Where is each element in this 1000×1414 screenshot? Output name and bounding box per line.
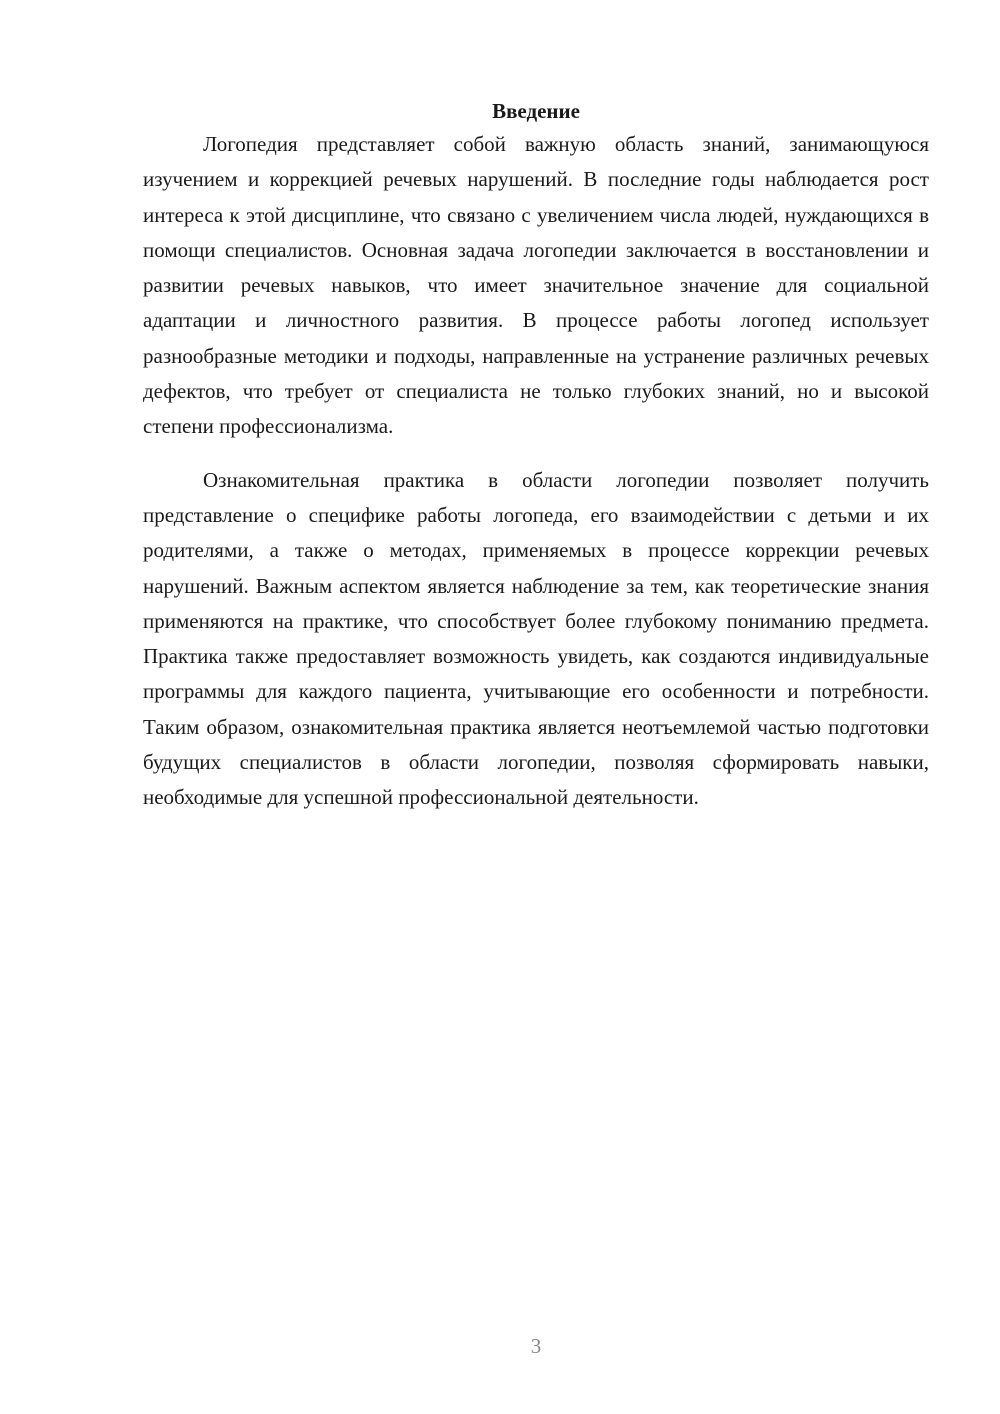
paragraph-practice: Ознакомительная практика в области логопедии позволяет получить представление о специфике работы логопеда, его взаимодействии с детьми и их родителями, а также о методах, применяемых в процессе коррекции речевых нарушений. Важным аспектом является наблюдение за тем, как теоретические знания применяются на практике, что способствует более глубокому пониманию предмета. Практика также предоставляет возможность увидеть, как создаются индивидуальные программы для каждого пациента, учитывающие его особенности и потребности. Таким образом, ознакомительная практика является неотъемлемой частью подготовки будущих специалистов в области логопедии, позволяя сформировать навыки, необходимые для успешной профессиональной деятельности. — [143, 467, 929, 810]
page-number: 3 — [530, 1334, 542, 1358]
document-body — [143, 96, 929, 816]
section-title: Введение — [492, 99, 580, 123]
paragraph-intro: Логопедия представляет собой важную область знаний, занимающуюся изучением и коррекцией речевых нарушений. В последние годы наблюдается рост интереса к этой дисциплине, что связано с увеличением числа людей, нуждающихся в помощи специалистов. Основная задача логопедии заключается в восстановлении и развитии речевых навыков, что имеет значительное значение для социальной адаптации и личностного развития. В процессе работы логопед использует разнообразные методики и подходы, направленные на устранение различных речевых дефектов, что требует от специалиста не только глубоких знаний, но и высокой степени профессионализма. — [143, 132, 929, 439]
